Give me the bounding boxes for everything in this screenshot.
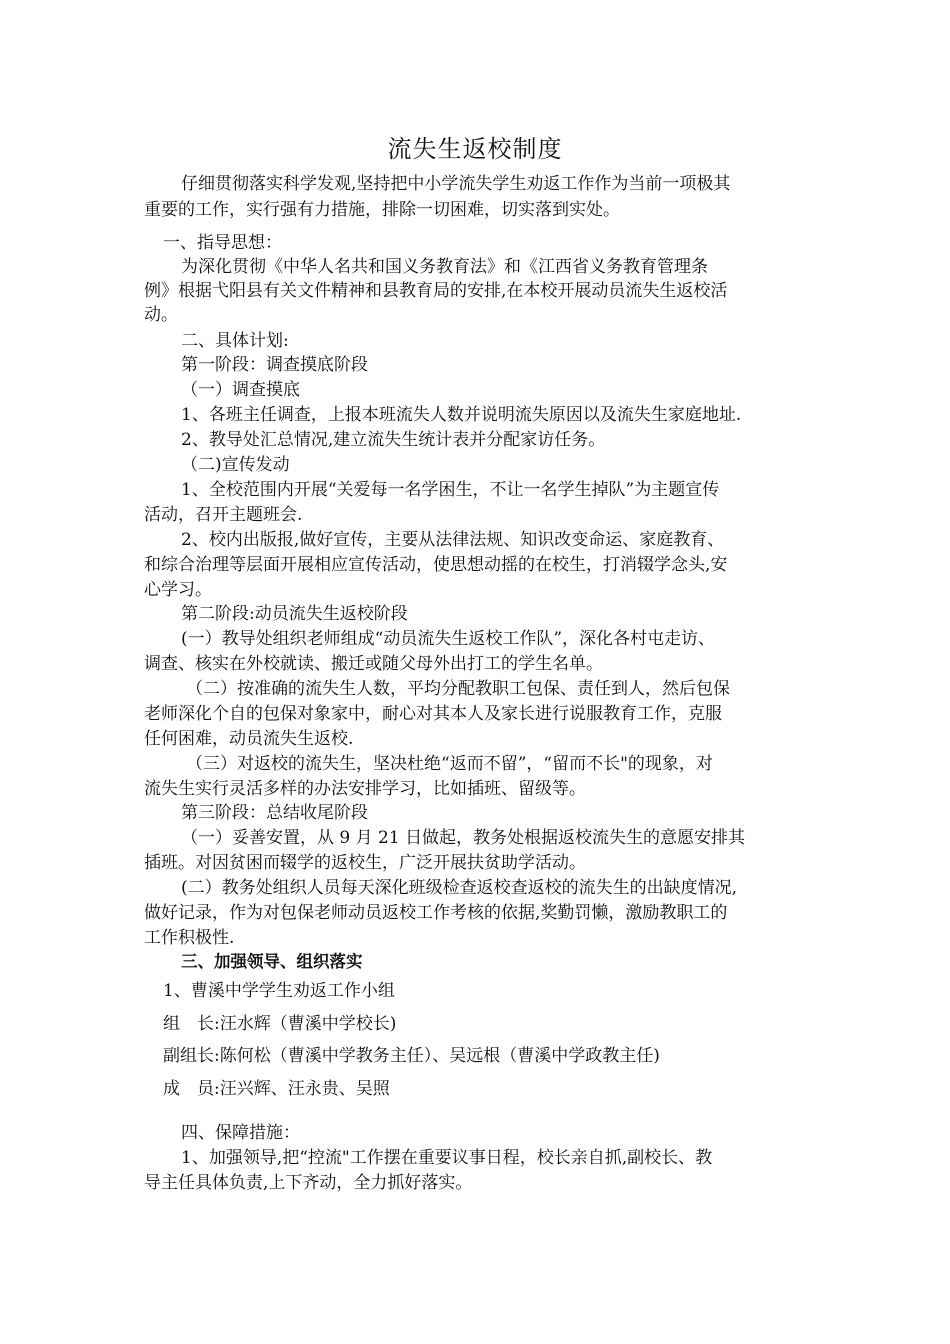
document-title: 流失生返校制度 — [387, 135, 563, 163]
paragraph-line: 老师深化个自的包保对象家中，耐心对其本人及家长进行说服教育工作，克服 — [144, 704, 722, 724]
section-heading: 二、具体计划: — [181, 331, 289, 351]
subsection-heading: 第一阶段：调查摸底阶段 — [181, 355, 368, 375]
paragraph-line: （三）对返校的流失生，坚决杜绝“返而不留”，“留而不长"的现象，对 — [186, 754, 713, 774]
subsection-heading: 第三阶段：总结收尾阶段 — [181, 803, 368, 823]
paragraph-line: 1、全校范围内开展“关爱每一名学困生，不让一名学生掉队”为主题宣传 — [181, 480, 720, 500]
paragraph-line: 导主任具体负责,上下齐动，全力抓好落实。 — [144, 1173, 473, 1193]
subsection-heading: 第二阶段:动员流失生返校阶段 — [181, 604, 408, 624]
paragraph-line: 为深化贯彻《中华人名共和国义务教育法》和《江西省义务教育管理条 — [181, 257, 708, 277]
paragraph-line: 工作积极性. — [144, 928, 235, 948]
paragraph-line: 动。 — [144, 305, 178, 325]
paragraph-line: 2、教导处汇总情况,建立流失生统计表并分配家访任务。 — [181, 430, 606, 450]
paragraph-line: 调查、核实在外校就读、搬迁或随父母外出打工的学生名单。 — [144, 654, 603, 674]
paragraph-line: 做好记录，作为对包保老师动员返校工作考核的依据,奖勤罚懒，激励教职工的 — [144, 903, 728, 923]
list-item: 副组长:陈何松（曹溪中学教务主任）、吴远根（曹溪中学政教主任) — [163, 1046, 660, 1066]
paragraph-line: 插班。对因贫困而辍学的返校生，广泛开展扶贫助学活动。 — [144, 853, 586, 873]
list-item: 组 长:汪水辉（曹溪中学校长) — [163, 1014, 397, 1034]
section-heading: 一、指导思想： — [163, 233, 282, 253]
paragraph-line: 任何困难，动员流失生返校. — [144, 729, 354, 749]
paragraph-line: 1、各班主任调查，上报本班流失人数并说明流失原因以及流失生家庭地址. — [181, 405, 742, 425]
paragraph-line: 活动，召开主题班会. — [144, 505, 303, 525]
paragraph-line: （一）妥善安置，从 9 月 21 日做起，教务处根据返校流失生的意愿安排其 — [181, 828, 746, 848]
paragraph-line: 心学习。 — [144, 580, 212, 600]
section-heading: 三、加强领导、组织落实 — [181, 952, 363, 971]
paragraph-line: (一）教导处组织老师组成“动员流失生返校工作队”，深化各村屯走访、 — [181, 629, 716, 649]
paragraph-line: 例》根据弋阳县有关文件精神和县教育局的安排,在本校开展动员流失生返校活 — [144, 281, 728, 301]
paragraph-line: 1、加强领导,把“控流"工作摆在重要议事日程，校长亲自抓,副校长、教 — [181, 1148, 713, 1168]
paragraph-line: 流失生实行灵活多样的办法安排学习，比如插班、留级等。 — [144, 779, 586, 799]
subsection-heading: （一）调查摸底 — [181, 380, 300, 400]
list-item: 1、曹溪中学学生劝返工作小组 — [163, 981, 395, 1001]
paragraph-line: 2、校内出版报,做好宣传，主要从法律法规、知识改变命运、家庭教育、 — [181, 530, 725, 550]
paragraph-line: 仔细贯彻落实科学发观,坚持把中小学流失学生劝返工作作为当前一项极其 — [181, 174, 731, 194]
paragraph-line: （二）按准确的流失生人数，平均分配教职工包保、责任到人，然后包保 — [186, 679, 730, 699]
paragraph-line: 和综合治理等层面开展相应宣传活动，使思想动摇的在校生，打消辍学念头,安 — [144, 555, 728, 575]
paragraph-line: (二）教务处组织人员每天深化班级检查返校查返校的流失生的出缺度情况, — [181, 878, 738, 898]
paragraph-line: 重要的工作，实行强有力措施，排除一切困难，切实落到实处。 — [144, 200, 620, 220]
subsection-heading: （二)宣传发动 — [181, 455, 290, 475]
list-item: 成 员:汪兴辉、汪永贵、吴照 — [163, 1079, 390, 1099]
section-heading: 四、保障措施： — [181, 1123, 300, 1143]
